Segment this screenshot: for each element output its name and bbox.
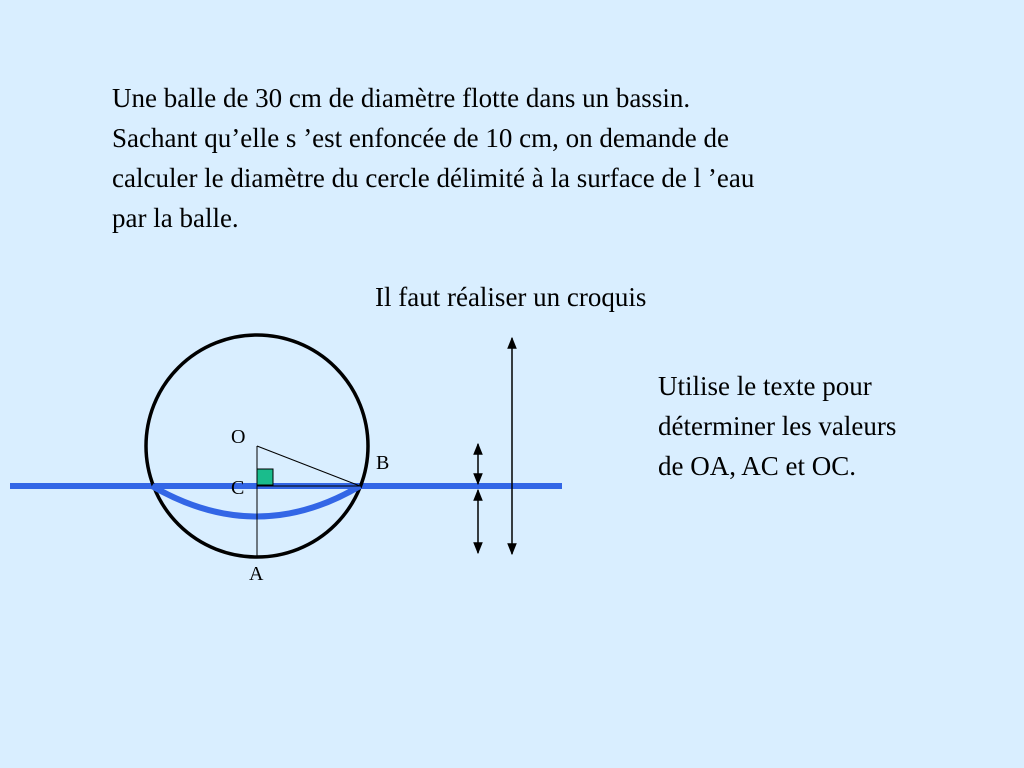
instruction-line-2: déterminer les valeurs bbox=[658, 411, 897, 441]
submerged-arc bbox=[152, 486, 360, 517]
problem-line-1: Une balle de 30 cm de diamètre flotte dans un bassin. bbox=[112, 83, 691, 113]
problem-line-4: par la balle. bbox=[112, 203, 239, 233]
problem-line-3: calculer le diamètre du cercle délimité à la surface de l ’eau bbox=[112, 163, 755, 193]
instruction-line-3: de OA, AC et OC. bbox=[658, 451, 856, 481]
label-o: O bbox=[231, 426, 246, 448]
label-a: A bbox=[249, 563, 264, 585]
problem-line-2: Sachant qu’elle s ’est enfoncée de 10 cm, on demande de bbox=[112, 123, 730, 153]
label-b: B bbox=[376, 452, 390, 474]
instruction-line-1: Utilise le texte pour bbox=[658, 371, 872, 401]
label-c: C bbox=[231, 477, 245, 499]
sketch-title: Il faut réaliser un croquis bbox=[375, 282, 647, 312]
right-angle-marker bbox=[257, 469, 273, 485]
